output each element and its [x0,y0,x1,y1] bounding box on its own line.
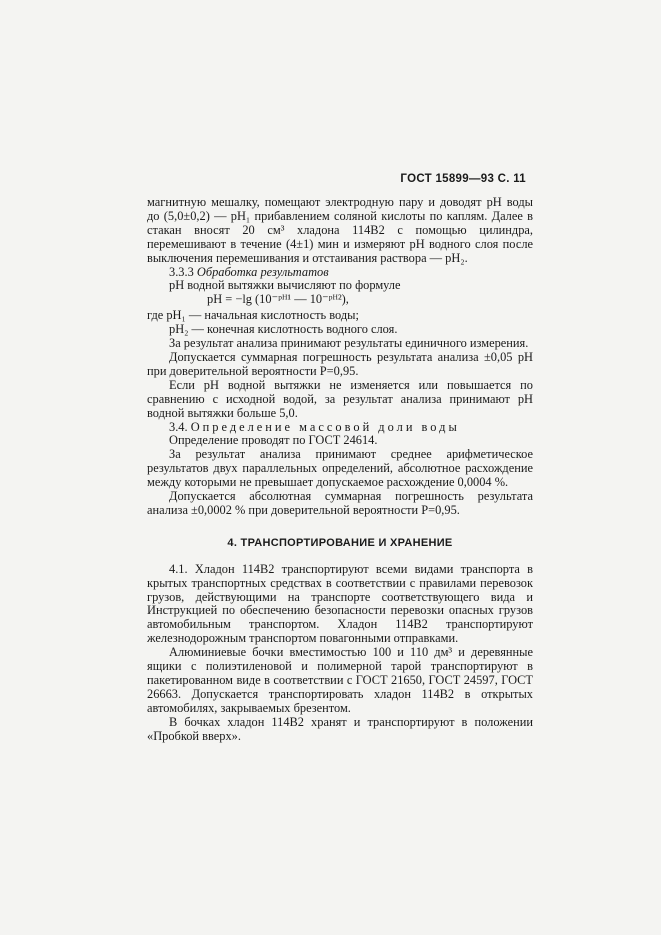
formula-legend-ph1: где pH₁ — начальная кислотность воды; [147,308,359,323]
paragraph-error: Допускается суммарная погрешность результата анализа ±0,05 pH при доверительной вероятности P=0,95. [147,349,533,378]
clause-3-4-heading [147,421,533,435]
paragraph-mean-result: За результат анализа принимают среднее арифметическое результатов двух параллельных определений, абсолютное расхождение между которыми не превышает допускаемое расхождение 0,0004 %. [147,447,533,490]
paragraph-storage: В бочках хладон 114В2 хранят и транспортируют в положении «Пробкой вверх». [147,714,533,743]
paragraph-result: За результат анализа принимают результаты единичного измерения. [169,336,529,351]
ph-formula: pH = −lg (10⁻ᵖᴴ¹ — 10⁻ᵖᴴ²), [207,292,349,307]
paragraph-abs-error: Допускается абсолютная суммарная погрешность результата анализа ±0,0002 % при доверительной вероятности P=0,95. [147,489,533,517]
clause-number: 3.3.3 [169,264,194,279]
clause-number: 3.4. [169,419,188,434]
paragraph-if-ph: Если pH водной вытяжки не изменяется или повышается по сравнению с исходной водой, за результат анализа принимают pH водной вытяжки больше 5,0. [147,377,533,420]
formula-intro: pH водной вытяжки вычисляют по формуле [169,278,401,293]
page-content [147,196,533,744]
clause-title: Определение массовой доли воды [190,419,460,434]
paragraph-procedure: магнитную мешалку, помещают электродную пару и доводят pH воды до (5,0±0,2) — pH₁ прибавлением соляной кислоты по каплям. Далее в стакан вносят 20 см³ хладона 114В2 с помощью цилиндра, перемешивают в течение (4±1) мин и измеряют pH водного слоя после выключения перемешивания и отстаивания раствора — pH₂. [147,195,533,265]
clause-4-1: 4.1. Хладон 114В2 транспортируют всеми видами транспорта в крытых транспортных средствах в соответствии с правилами перевозок грузов, действующими на транспорте соответствующего вида и Инструкцией по обеспечению безопасности перевозки опасных грузов автомобильным транспортом. Хладон 114В2 транспортируют железнодорожным транспортом повагонными отправками. [147,561,533,646]
paragraph-gost-ref: Определение проводят по ГОСТ 24614. [169,433,378,448]
clause-title: Обработка результатов [196,264,329,279]
clause-3-3-3-heading [147,266,533,280]
formula-legend-ph2: pH₂ — конечная кислотность водного слоя. [169,322,398,337]
running-header: ГОСТ 15899—93 С. 11 [400,173,526,185]
section-4-title: 4. ТРАНСПОРТИРОВАНИЕ И ХРАНЕНИЕ [227,536,453,549]
paragraph-containers: Алюминиевые бочки вместимостью 100 и 110 дм³ и деревянные ящики с полиэтиленовой и полимерной тарой транспортируют в пакетированном виде в соответствии с ГОСТ 21650, ГОСТ 24597, ГОСТ 26663. Допускается транспортировать хладон 114В2 в открытых автомобилях, закрываемых брезентом. [147,645,533,715]
